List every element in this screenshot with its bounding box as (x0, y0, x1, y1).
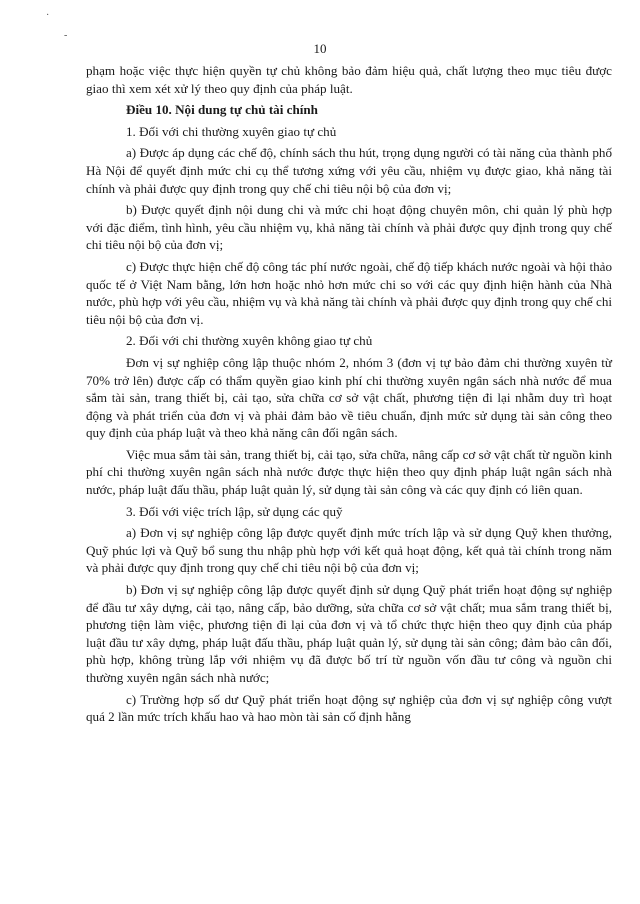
scan-mark: - (64, 30, 68, 41)
page-number: 10 (313, 41, 327, 56)
paragraph-continuation: phạm hoặc việc thực hiện quyền tự chủ không bảo đảm hiệu quả, chất lượng theo mục tiêu được giao thì xem xét xử lý theo quy định của pháp luật. (86, 63, 612, 96)
paragraph: c) Trường hợp số dư Quỹ phát triển hoạt động sự nghiệp của đơn vị sự nghiệp công vượt quá 2 lần mức trích khấu hao và hao mòn tài sản cố định hằng (86, 691, 612, 725)
paragraph: a) Đơn vị sự nghiệp công lập được quyết định mức trích lập và sử dụng Quỹ khen thưởng, Quỹ phúc lợi và Quỹ bổ sung thu nhập phù hợp với kết quả hoạt động, kết quả tài chính trong năm và phải được quy định trong quy chế chi tiêu nội bộ của đơn vị; (86, 525, 612, 576)
article-heading: Điều 10. Nội dung tự chủ tài chính (126, 102, 318, 118)
paragraph: c) Được thực hiện chế độ công tác phí nước ngoài, chế độ tiếp khách nước ngoài và hội thảo quốc tế ở Việt Nam bằng, lớn hơn hoặc nhỏ hơn mức chi so với các quy định hiện hành của Nhà nước, phù hợp với yêu cầu, nhiệm vụ và khả năng tài chính và phải được quy định trong quy chế chi tiêu nội bộ của đơn vị. (86, 258, 612, 327)
paragraph: Việc mua sắm tài sản, trang thiết bị, cải tạo, sửa chữa, nâng cấp cơ sở vật chất từ nguồn kinh phí chi thường xuyên ngân sách nhà nước được thực hiện theo quy định pháp luật ngân sách nhà nước, pháp luật đấu thầu, pháp luật quản lý, sử dụng tài sản công và các quy định có liên quan. (86, 446, 612, 498)
document-body (86, 62, 612, 730)
paragraph: b) Được quyết định nội dung chi và mức chi hoạt động chuyên môn, chi quản lý phù hợp với đặc điểm, tình hình, yêu cầu nhiệm vụ, khả năng tài chính và phải được quy định trong quy chế chi tiêu nội bộ của đơn vị; (86, 202, 612, 253)
section-heading: 1. Đối với chi thường xuyên giao tự chủ (126, 123, 337, 139)
section-heading: 2. Đối với chi thường xuyên không giao tự chủ (126, 333, 373, 349)
section-heading: 3. Đối với việc trích lập, sử dụng các quỹ (126, 503, 343, 519)
scan-mark: · (46, 10, 50, 21)
paragraph: a) Được áp dụng các chế độ, chính sách thu hút, trọng dụng người có tài năng của thành phố Hà Nội để quyết định mức chi cụ thể tương xứng với yêu cầu, nhiệm vụ được giao, khả năng tài chính và phải được quy định trong quy chế chi tiêu nội bộ của đơn vị; (86, 145, 612, 196)
paragraph: Đơn vị sự nghiệp công lập thuộc nhóm 2, nhóm 3 (đơn vị tự bảo đảm chi thường xuyên từ 70% trở lên) được cấp có thẩm quyền giao kinh phí chi thường xuyên ngân sách nhà nước để mua sắm tài sản, trang thiết bị, cải tạo, sửa chữa cơ sở vật chất, phương tiện đi lại nhằm duy trì hoạt động và phát triển của đơn vị và phải đảm bảo về tiêu chuẩn, định mức sử dụng tài sản công theo quy định của pháp luật và theo khả năng cân đối ngân sách. (86, 354, 612, 441)
paragraph: b) Đơn vị sự nghiệp công lập được quyết định sử dụng Quỹ phát triển hoạt động sự nghiệp để đầu tư xây dựng, cải tạo, nâng cấp, bảo dưỡng, sửa chữa cơ sở vật chất; mua sắm trang thiết bị, phương tiện làm việc, phương tiện đi lại của đơn vị và tổ chức thực hiện theo quy định của pháp luật đầu tư xây dựng, pháp luật đấu thầu, pháp luật quản lý, sử dụng tài sản công; đảm bảo cân đối, phù hợp, không trùng lắp với nhiệm vụ đã được bố trí từ nguồn vốn đầu tư công và nguồn chi thường xuyên ngân sách nhà nước; (86, 582, 612, 685)
